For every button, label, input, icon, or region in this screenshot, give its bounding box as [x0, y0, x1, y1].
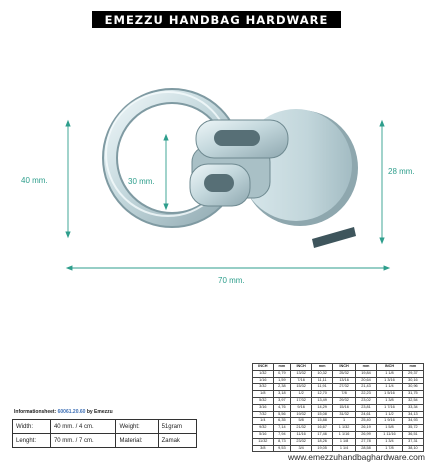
info-value: 40 mm. / 4 cm. — [50, 420, 116, 434]
conversion-cell: 9/16 — [291, 404, 312, 411]
conversion-cell: 1 5/8 — [377, 425, 403, 432]
conversion-header: INCH — [333, 364, 356, 371]
conversion-cell: 1 1/2 — [377, 411, 403, 418]
conversion-cell: 7/32 — [253, 411, 274, 418]
conversion-cell: 7,94 — [273, 431, 290, 438]
conversion-cell: 3/16 — [253, 404, 274, 411]
conversion-cell: 15,88 — [312, 418, 333, 425]
conversion-cell: 1 3/16 — [377, 377, 403, 384]
conversion-cell: 31,75 — [402, 391, 423, 398]
conversion-cell: 2,38 — [273, 384, 290, 391]
conversion-cell: 1 1/4 — [333, 445, 356, 452]
conversion-cell: 28,58 — [355, 445, 376, 452]
info-by: by Emezzu — [86, 409, 113, 415]
conversion-header: INCH — [291, 364, 312, 371]
conversion-cell: 23,02 — [355, 397, 376, 404]
conversion-cell: 19,84 — [355, 370, 376, 377]
table-row — [13, 420, 197, 434]
total-width-label: 70 mm. — [218, 276, 245, 285]
conversion-cell: 31/32 — [333, 411, 356, 418]
conversion-cell: 12,70 — [312, 391, 333, 398]
conversion-cell: 1 1/32 — [333, 425, 356, 432]
conversion-cell: 1,59 — [273, 377, 290, 384]
conversion-cell: 23,81 — [355, 404, 376, 411]
conversion-cell: 1 11/16 — [377, 431, 403, 438]
conversion-cell: 3,97 — [273, 397, 290, 404]
info-value: 70 mm. / 7 cm. — [50, 434, 116, 448]
conversion-cell: 5/32 — [253, 397, 274, 404]
table-row — [253, 391, 424, 398]
conversion-header: INCH — [253, 364, 274, 371]
conversion-cell: 29/32 — [333, 397, 356, 404]
conversion-cell: 29,37 — [402, 370, 423, 377]
table-row — [253, 411, 424, 418]
conversion-cell: 13,49 — [312, 397, 333, 404]
table-header-row — [253, 364, 424, 371]
info-value: Zamak — [158, 434, 196, 448]
conversion-cell: 1/4 — [253, 418, 274, 425]
table-row — [253, 425, 424, 432]
product-drawing — [0, 34, 433, 294]
conversion-cell: 1 1/4 — [377, 384, 403, 391]
table-row — [253, 397, 424, 404]
info-key: Lenght: — [13, 434, 51, 448]
conversion-cell: 34,93 — [402, 418, 423, 425]
conversion-cell: 4,76 — [273, 404, 290, 411]
conversion-cell: 14,29 — [312, 404, 333, 411]
table-row — [253, 404, 424, 411]
conversion-cell: 1 5/16 — [377, 391, 403, 398]
conversion-cell: 19/32 — [291, 411, 312, 418]
conversion-table — [252, 363, 424, 452]
conversion-cell: 11,11 — [312, 377, 333, 384]
conversion-cell: 32,54 — [402, 397, 423, 404]
info-table — [12, 419, 197, 448]
table-row — [253, 431, 424, 438]
conversion-header: INCH — [377, 364, 403, 371]
conversion-cell: 7/8 — [333, 391, 356, 398]
conversion-cell: 27,78 — [355, 438, 376, 445]
conversion-cell: 1 1/8 — [377, 370, 403, 377]
conversion-cell: 19,05 — [312, 445, 333, 452]
conversion-cell: 37,31 — [402, 438, 423, 445]
conversion-cell: 7,14 — [273, 425, 290, 432]
conversion-cell: 5/16 — [253, 431, 274, 438]
info-key: Weight: — [116, 420, 158, 434]
conversion-header: mm — [402, 364, 423, 371]
conversion-cell: 6,35 — [273, 418, 290, 425]
conversion-cell: 33,34 — [402, 404, 423, 411]
conversion-cell: 1 3/4 — [377, 438, 403, 445]
table-row — [253, 438, 424, 445]
conversion-cell: 24,61 — [355, 411, 376, 418]
conversion-cell: 5,56 — [273, 411, 290, 418]
conversion-cell: 10,32 — [312, 370, 333, 377]
conversion-cell: 15/16 — [333, 404, 356, 411]
conversion-cell: 38,10 — [402, 445, 423, 452]
conversion-cell: 17,46 — [312, 431, 333, 438]
conversion-cell: 1/8 — [253, 391, 274, 398]
disc-height-label: 28 mm. — [388, 167, 415, 176]
conversion-cell: 30,96 — [402, 384, 423, 391]
conversion-cell: 23/32 — [291, 438, 312, 445]
conversion-cell: 1 3/8 — [377, 397, 403, 404]
conversion-cell: 11/32 — [253, 438, 274, 445]
conversion-cell: 3/32 — [253, 384, 274, 391]
conversion-cell: 9,53 — [273, 445, 290, 452]
conversion-cell: 18,26 — [312, 438, 333, 445]
conversion-cell: 17/32 — [291, 397, 312, 404]
conversion-cell: 1 1/16 — [333, 431, 356, 438]
info-key: Material: — [116, 434, 158, 448]
table-row — [253, 445, 424, 452]
conversion-cell: 3/8 — [253, 445, 274, 452]
info-label: Informationsheet: — [14, 409, 57, 415]
conversion-cell: 3/4 — [291, 445, 312, 452]
conversion-cell: 5/8 — [291, 418, 312, 425]
info-heading — [14, 409, 113, 415]
brand-banner — [92, 11, 341, 28]
conversion-cell: 26,19 — [355, 425, 376, 432]
conversion-cell: 26,99 — [355, 431, 376, 438]
table-row — [253, 377, 424, 384]
conversion-cell: 1/32 — [253, 370, 274, 377]
conversion-cell: 1 7/16 — [377, 404, 403, 411]
conversion-cell: 30,16 — [402, 377, 423, 384]
conversion-cell: 11,91 — [312, 384, 333, 391]
website-url: www.emezzuhandbaghardware.com — [287, 452, 425, 462]
conversion-cell: 25/32 — [333, 370, 356, 377]
conversion-cell: 1 9/16 — [377, 418, 403, 425]
page-title: EMEZZU HANDBAG HARDWARE — [104, 12, 329, 27]
conversion-cell: 1 1/8 — [333, 438, 356, 445]
conversion-cell: 16,67 — [312, 425, 333, 432]
conversion-header: mm — [355, 364, 376, 371]
ring-inner-label: 30 mm. — [128, 177, 155, 186]
conversion-cell: 1 7/8 — [377, 445, 403, 452]
conversion-cell: 1 — [333, 418, 356, 425]
conversion-cell: 20,64 — [355, 377, 376, 384]
conversion-cell: 21/32 — [291, 425, 312, 432]
table-row — [13, 434, 197, 448]
info-value: 51gram — [158, 420, 196, 434]
table-row — [253, 370, 424, 377]
conversion-header: mm — [312, 364, 333, 371]
conversion-cell: 34,13 — [402, 411, 423, 418]
conversion-header: mm — [273, 364, 290, 371]
conversion-cell: 13/16 — [333, 377, 356, 384]
conversion-cell: 3,18 — [273, 391, 290, 398]
product-code: 60061.20.60 — [57, 409, 86, 415]
conversion-cell: 11/16 — [291, 431, 312, 438]
conversion-cell: 22,23 — [355, 391, 376, 398]
conversion-cell: 1/2 — [291, 391, 312, 398]
info-key: Width: — [13, 420, 51, 434]
ring-height-label: 40 mm. — [21, 176, 48, 185]
conversion-cell: 36,51 — [402, 431, 423, 438]
conversion-cell: 8,73 — [273, 438, 290, 445]
table-row — [253, 384, 424, 391]
conversion-cell: 25,40 — [355, 418, 376, 425]
conversion-cell: 7/16 — [291, 377, 312, 384]
conversion-cell: 15/32 — [291, 384, 312, 391]
conversion-cell: 13/32 — [291, 370, 312, 377]
conversion-cell: 27/32 — [333, 384, 356, 391]
conversion-cell: 15,08 — [312, 411, 333, 418]
conversion-cell: 0,79 — [273, 370, 290, 377]
conversion-cell: 9/32 — [253, 425, 274, 432]
conversion-cell: 21,43 — [355, 384, 376, 391]
table-row — [253, 418, 424, 425]
conversion-cell: 35,72 — [402, 425, 423, 432]
conversion-cell: 1/16 — [253, 377, 274, 384]
